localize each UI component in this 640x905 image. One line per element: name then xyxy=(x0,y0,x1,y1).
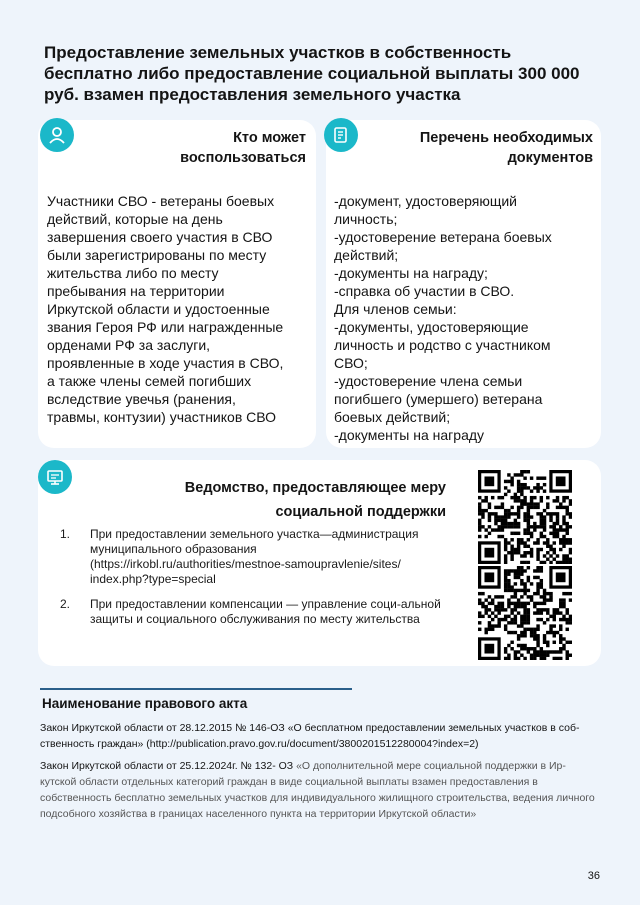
documents-text-line: -справка об участии в СВО. xyxy=(334,283,515,299)
who-text-line: действий, которые на день xyxy=(47,211,223,227)
who-text-line: звания Героя РФ или награжденные xyxy=(47,319,284,335)
who-text-line: завершения своего участия в СВО xyxy=(47,229,273,245)
who-text xyxy=(47,192,313,426)
who-text-line: проявленные в ходе участия в СВО, xyxy=(47,355,284,371)
legal-act-heading: Наименование правового акта xyxy=(42,696,248,711)
department-heading: Ведомство, предоставляющее меру социальной поддержки xyxy=(184,480,446,520)
law-reference-2-title: Закон Иркутской области от 25.12.2024г. № 132- ОЗ xyxy=(40,760,294,772)
person-icon xyxy=(40,118,74,152)
page-number: 36 xyxy=(587,870,600,882)
documents-text-line: боевых действий; xyxy=(334,409,451,425)
list-item-text: При предоставлении земельного участка—администрация муниципального образования (https://irkobl.ru/authorities/mestnoe-samoupravlenie/sites/ index.php?type=special xyxy=(90,527,419,586)
documents-text-line: -документы на награду; xyxy=(334,265,488,281)
department-list xyxy=(60,527,452,635)
who-text-line: Участники СВО - ветераны боевых xyxy=(47,193,275,209)
document-icon xyxy=(324,118,358,152)
documents-text-line: -удостоверение члена семьи xyxy=(334,373,523,389)
organization-icon xyxy=(38,460,72,494)
list-item-text: При предоставлении компенсации — управление соци-альной защиты и социального обслуживания по месту жительства xyxy=(90,597,441,626)
documents-text-line: СВО; xyxy=(334,355,368,371)
who-text-line: вследствие увечья (ранения, xyxy=(47,391,236,407)
documents-card xyxy=(326,120,601,448)
documents-text-line: -документы на награду xyxy=(334,427,485,443)
who-text-line: Иркутской области и удостоенные xyxy=(47,301,270,317)
who-can-apply-card xyxy=(38,120,316,448)
list-item-number: 1. xyxy=(60,527,71,541)
documents-text-line: -документ, удостоверяющий xyxy=(334,193,517,209)
documents-text-line: действий; xyxy=(334,247,399,263)
law-reference-2-text: «О дополнительной мере социальной поддержки в Ир-кутской области отдельных категорий граждан в виде социальной выплаты взамен предоставления в собственность бесплатно земельных участков для индивидуального жилищного строительства, ведения личного подсобного хозяйства в границах населенного пункта на территории Иркутской области» xyxy=(40,760,595,820)
department-list-item xyxy=(60,597,452,627)
documents-text xyxy=(334,192,596,444)
documents-text-line: Для членов семьи: xyxy=(334,301,457,317)
documents-text-line: личность и родство с участником xyxy=(334,337,551,353)
who-text-line: жительства либо по месту xyxy=(47,265,219,281)
section-divider xyxy=(40,688,352,690)
law-reference-2 xyxy=(40,758,596,822)
who-heading: Кто может воспользоваться xyxy=(180,130,306,166)
qr-code-1[interactable] xyxy=(478,470,572,564)
page-title: Предоставление земельных участков в собственность бесплатно либо предоставление социальной выплаты 300 000 руб. взамен предоставления земельного участка xyxy=(44,43,580,104)
who-text-line: орденами РФ за заслуги, xyxy=(47,337,211,353)
department-card xyxy=(38,460,601,666)
who-text-line: травмы, контузии) участников СВО xyxy=(47,409,277,425)
documents-text-line: погибшего (умершего) ветерана xyxy=(334,391,543,407)
documents-text-line: личность; xyxy=(334,211,398,227)
law-reference-1: Закон Иркутской области от 28.12.2015 № 146-ОЗ «О бесплатном предоставлении земельных участков в соб-ственность граждан» (http://publication.pravo.gov.ru/document/3800201512280004?index=2) xyxy=(40,722,580,750)
list-item-number: 2. xyxy=(60,597,71,611)
who-text-line: пребывания на территории xyxy=(47,283,225,299)
documents-text-line: -документы, удостоверяющие xyxy=(334,319,529,335)
qr-code-2[interactable] xyxy=(478,566,572,660)
who-text-line: а также члены семей погибших xyxy=(47,373,252,389)
documents-text-line: -удостоверение ветерана боевых xyxy=(334,229,552,245)
department-list-item xyxy=(60,527,452,587)
documents-heading: Перечень необходимых документов xyxy=(419,130,593,166)
who-text-line: были зарегистрированы по месту xyxy=(47,247,267,263)
